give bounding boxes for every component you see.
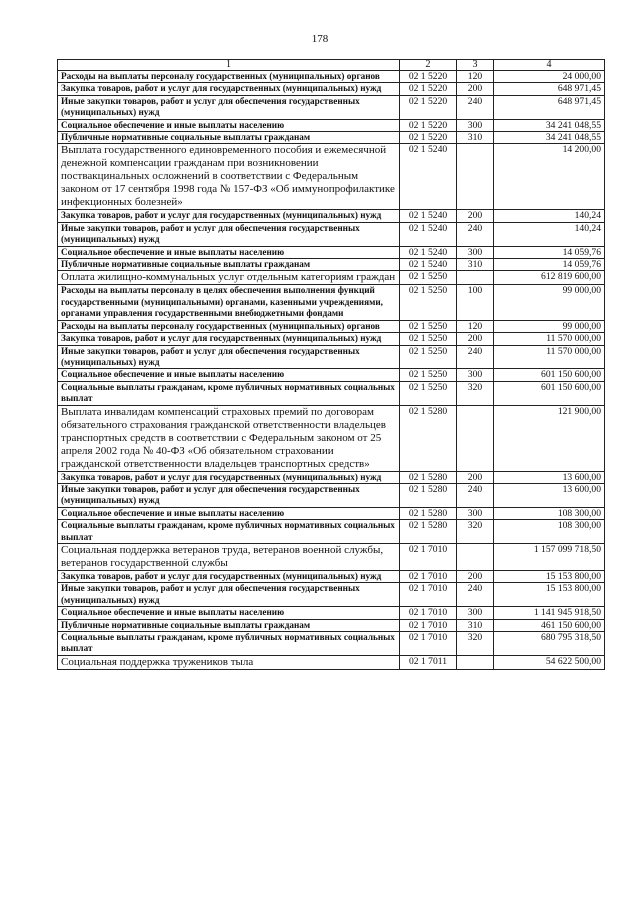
row-name: Иные закупки товаров, работ и услуг для обеспечения государственных (муниципальных) нужд xyxy=(58,583,400,607)
table-row xyxy=(58,607,605,619)
row-code: 02 1 7010 xyxy=(400,632,457,656)
row-name: Социальная поддержка тружеников тыла xyxy=(58,655,400,669)
table-row xyxy=(58,119,605,131)
row-expense-type xyxy=(457,271,494,285)
row-expense-type: 240 xyxy=(457,222,494,246)
row-expense-type: 120 xyxy=(457,71,494,83)
row-name: Иные закупки товаров, работ и услуг для обеспечения государственных (муниципальных) нужд xyxy=(58,345,400,369)
table-row xyxy=(58,381,605,405)
row-expense-type: 240 xyxy=(457,95,494,119)
row-amount: 601 150 600,00 xyxy=(494,369,605,381)
row-code: 02 1 5280 xyxy=(400,405,457,471)
row-amount: 13 600,00 xyxy=(494,471,605,483)
row-code: 02 1 5220 xyxy=(400,71,457,83)
budget-table-body xyxy=(58,60,605,670)
row-amount: 99 000,00 xyxy=(494,285,605,320)
row-amount: 13 600,00 xyxy=(494,483,605,507)
row-code: 02 1 5220 xyxy=(400,132,457,144)
row-expense-type: 310 xyxy=(457,259,494,271)
row-code: 02 1 5280 xyxy=(400,483,457,507)
table-row xyxy=(58,570,605,582)
table-row xyxy=(58,471,605,483)
row-expense-type: 300 xyxy=(457,369,494,381)
row-amount: 14 200,00 xyxy=(494,144,605,210)
table-row xyxy=(58,345,605,369)
row-name: Расходы на выплаты персоналу в целях обеспечения выполнения функций государственными (муниципальными) органами, казенными учреждениями, органами управления государственными внебюджетными фондами xyxy=(58,285,400,320)
row-amount: 108 300,00 xyxy=(494,520,605,544)
header-col-3: 3 xyxy=(457,60,494,71)
row-name: Социальные выплаты гражданам, кроме публичных нормативных социальных выплат xyxy=(58,632,400,656)
table-row xyxy=(58,71,605,83)
row-name: Публичные нормативные социальные выплаты гражданам xyxy=(58,132,400,144)
row-amount: 601 150 600,00 xyxy=(494,381,605,405)
table-row xyxy=(58,222,605,246)
header-col-2: 2 xyxy=(400,60,457,71)
row-amount: 648 971,45 xyxy=(494,83,605,95)
row-name: Иные закупки товаров, работ и услуг для обеспечения государственных (муниципальных) нужд xyxy=(58,222,400,246)
row-amount: 461 150 600,00 xyxy=(494,619,605,631)
table-row xyxy=(58,246,605,258)
row-name: Выплата государственного единовременного пособия и ежемесячной денежной компенсации гражданам при возникновении поствакцинальных осложнений в соответствии с Федеральным законом от 17 сентября 1998 года № 157-ФЗ «Об иммунопрофилактике инфекционных болезней» xyxy=(58,144,400,210)
row-name: Социальное обеспечение и иные выплаты населению xyxy=(58,246,400,258)
row-expense-type: 240 xyxy=(457,583,494,607)
row-name: Социальное обеспечение и иные выплаты населению xyxy=(58,607,400,619)
table-row xyxy=(58,83,605,95)
row-code: 02 1 5240 xyxy=(400,210,457,222)
row-amount: 1 157 099 718,50 xyxy=(494,543,605,570)
column-number-row xyxy=(58,60,605,71)
row-code: 02 1 5250 xyxy=(400,381,457,405)
table-row xyxy=(58,369,605,381)
row-expense-type: 200 xyxy=(457,83,494,95)
row-amount: 140,24 xyxy=(494,222,605,246)
row-expense-type: 120 xyxy=(457,320,494,332)
table-row xyxy=(58,95,605,119)
row-name: Социальные выплаты гражданам, кроме публичных нормативных социальных выплат xyxy=(58,520,400,544)
row-name: Закупка товаров, работ и услуг для государственных (муниципальных) нужд xyxy=(58,471,400,483)
row-name: Социальное обеспечение и иные выплаты населению xyxy=(58,119,400,131)
row-code: 02 1 5240 xyxy=(400,246,457,258)
row-amount: 140,24 xyxy=(494,210,605,222)
row-code: 02 1 5280 xyxy=(400,471,457,483)
row-expense-type: 300 xyxy=(457,246,494,258)
row-expense-type: 240 xyxy=(457,483,494,507)
row-code: 02 1 5220 xyxy=(400,95,457,119)
table-row xyxy=(58,320,605,332)
row-amount: 680 795 318,50 xyxy=(494,632,605,656)
row-code: 02 1 5280 xyxy=(400,520,457,544)
row-amount: 34 241 048,55 xyxy=(494,119,605,131)
table-row xyxy=(58,655,605,669)
row-name: Оплата жилищно-коммунальных услуг отдельным категориям граждан xyxy=(58,271,400,285)
row-code: 02 1 7010 xyxy=(400,583,457,607)
row-expense-type: 100 xyxy=(457,285,494,320)
row-expense-type xyxy=(457,655,494,669)
row-expense-type: 300 xyxy=(457,507,494,519)
row-code: 02 1 5250 xyxy=(400,345,457,369)
row-expense-type xyxy=(457,144,494,210)
row-amount: 15 153 800,00 xyxy=(494,570,605,582)
row-code: 02 1 7010 xyxy=(400,607,457,619)
row-amount: 1 141 945 918,50 xyxy=(494,607,605,619)
row-name: Социальное обеспечение и иные выплаты населению xyxy=(58,369,400,381)
table-row xyxy=(58,507,605,519)
row-name: Социальная поддержка ветеранов труда, ветеранов военной службы, ветеранов государственной службы xyxy=(58,543,400,570)
row-expense-type: 300 xyxy=(457,607,494,619)
row-name: Публичные нормативные социальные выплаты гражданам xyxy=(58,619,400,631)
row-name: Расходы на выплаты персоналу государственных (муниципальных) органов xyxy=(58,71,400,83)
row-code: 02 1 5250 xyxy=(400,320,457,332)
row-expense-type: 240 xyxy=(457,345,494,369)
table-row xyxy=(58,333,605,345)
row-code: 02 1 5250 xyxy=(400,369,457,381)
row-amount: 99 000,00 xyxy=(494,320,605,332)
row-expense-type: 200 xyxy=(457,210,494,222)
row-expense-type: 200 xyxy=(457,570,494,582)
row-name: Расходы на выплаты персоналу государственных (муниципальных) органов xyxy=(58,320,400,332)
row-code: 02 1 5220 xyxy=(400,83,457,95)
row-amount: 14 059,76 xyxy=(494,246,605,258)
row-code: 02 1 5240 xyxy=(400,144,457,210)
row-name: Публичные нормативные социальные выплаты гражданам xyxy=(58,259,400,271)
row-name: Иные закупки товаров, работ и услуг для обеспечения государственных (муниципальных) нужд xyxy=(58,483,400,507)
header-col-4: 4 xyxy=(494,60,605,71)
row-amount: 15 153 800,00 xyxy=(494,583,605,607)
row-name: Закупка товаров, работ и услуг для государственных (муниципальных) нужд xyxy=(58,333,400,345)
table-row xyxy=(58,271,605,285)
row-expense-type: 300 xyxy=(457,119,494,131)
row-expense-type: 320 xyxy=(457,632,494,656)
table-row xyxy=(58,132,605,144)
budget-table xyxy=(57,59,605,670)
table-row xyxy=(58,144,605,210)
row-expense-type: 310 xyxy=(457,619,494,631)
row-expense-type: 310 xyxy=(457,132,494,144)
row-amount: 108 300,00 xyxy=(494,507,605,519)
row-code: 02 1 5250 xyxy=(400,285,457,320)
row-expense-type: 320 xyxy=(457,381,494,405)
row-name: Социальное обеспечение и иные выплаты населению xyxy=(58,507,400,519)
table-row xyxy=(58,583,605,607)
table-row xyxy=(58,520,605,544)
row-code: 02 1 5250 xyxy=(400,271,457,285)
row-name: Закупка товаров, работ и услуг для государственных (муниципальных) нужд xyxy=(58,83,400,95)
row-name: Выплата инвалидам компенсаций страховых премий по договорам обязательного страхования гражданской ответственности владельцев транспортных средств в соответствии с Федеральным законом от 25 апреля 2002 года № 40-ФЗ «Об обязательном страховании гражданской ответственности владельцев транспортных средств» xyxy=(58,405,400,471)
row-expense-type: 200 xyxy=(457,333,494,345)
row-code: 02 1 5240 xyxy=(400,259,457,271)
row-amount: 11 570 000,00 xyxy=(494,333,605,345)
row-amount: 24 000,00 xyxy=(494,71,605,83)
table-row xyxy=(58,259,605,271)
row-amount: 121 900,00 xyxy=(494,405,605,471)
row-amount: 11 570 000,00 xyxy=(494,345,605,369)
table-row xyxy=(58,632,605,656)
row-amount: 612 819 600,00 xyxy=(494,271,605,285)
row-amount: 14 059,76 xyxy=(494,259,605,271)
table-row xyxy=(58,483,605,507)
row-expense-type: 200 xyxy=(457,471,494,483)
row-code: 02 1 5280 xyxy=(400,507,457,519)
row-name: Социальные выплаты гражданам, кроме публичных нормативных социальных выплат xyxy=(58,381,400,405)
row-expense-type xyxy=(457,405,494,471)
row-code: 02 1 7010 xyxy=(400,570,457,582)
row-code: 02 1 7011 xyxy=(400,655,457,669)
table-row xyxy=(58,543,605,570)
table-row xyxy=(58,619,605,631)
table-row xyxy=(58,285,605,320)
row-code: 02 1 7010 xyxy=(400,619,457,631)
row-code: 02 1 5220 xyxy=(400,119,457,131)
table-row xyxy=(58,405,605,471)
row-expense-type: 320 xyxy=(457,520,494,544)
page-number: 178 xyxy=(311,33,329,45)
row-expense-type xyxy=(457,543,494,570)
row-name: Закупка товаров, работ и услуг для государственных (муниципальных) нужд xyxy=(58,210,400,222)
row-name: Закупка товаров, работ и услуг для государственных (муниципальных) нужд xyxy=(58,570,400,582)
table-row xyxy=(58,210,605,222)
row-code: 02 1 5250 xyxy=(400,333,457,345)
row-code: 02 1 7010 xyxy=(400,543,457,570)
row-name: Иные закупки товаров, работ и услуг для обеспечения государственных (муниципальных) нужд xyxy=(58,95,400,119)
row-amount: 34 241 048,55 xyxy=(494,132,605,144)
row-amount: 648 971,45 xyxy=(494,95,605,119)
row-amount: 54 622 500,00 xyxy=(494,655,605,669)
header-col-1: 1 xyxy=(58,60,400,71)
row-code: 02 1 5240 xyxy=(400,222,457,246)
